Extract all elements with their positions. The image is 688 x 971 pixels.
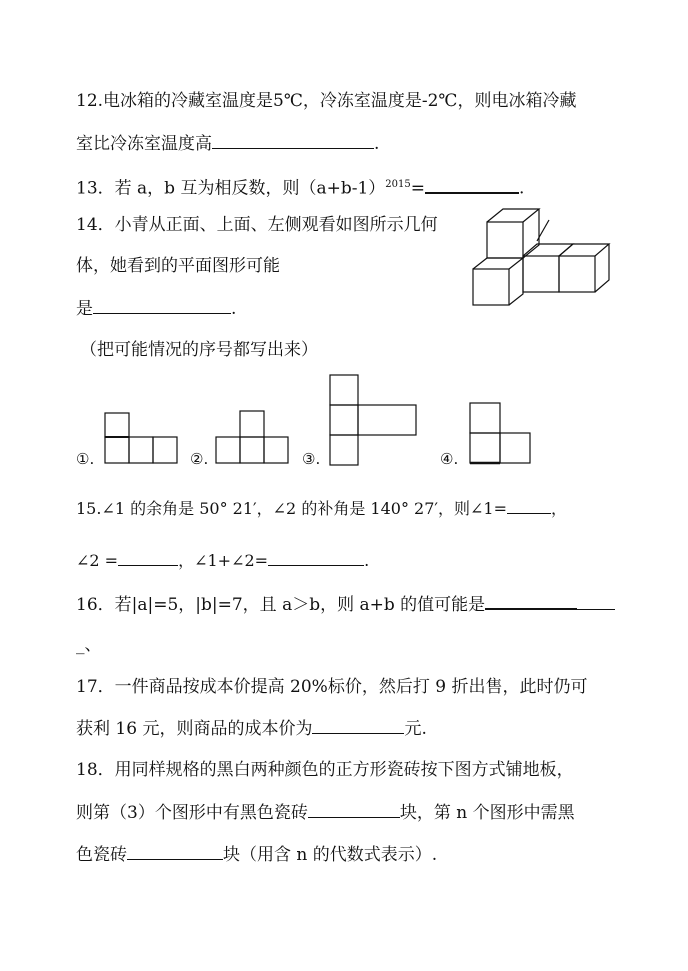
q14-option-4-figure bbox=[470, 403, 530, 463]
q18-text-1: 18．用同样规格的黑白两种颜色的正方形瓷砖按下图方式铺地板， bbox=[76, 760, 574, 780]
q13-text: 13．若 a，b 互为相反数，则（a+b-1） bbox=[76, 178, 386, 199]
q18-count-blank[interactable] bbox=[308, 801, 400, 818]
q17-line1 bbox=[76, 676, 587, 698]
q15-angle2-blank[interactable] bbox=[118, 549, 178, 566]
q14-cube-top-lid bbox=[487, 209, 539, 222]
q13-period: . bbox=[518, 178, 525, 199]
q14-cube-right-side bbox=[595, 244, 609, 292]
q15-line2 bbox=[76, 549, 369, 572]
q12-line1 bbox=[76, 90, 576, 112]
q12-text-2: 室比冷冻室温度高 bbox=[76, 134, 212, 154]
q18-line3 bbox=[76, 843, 437, 866]
q18-text-2: 则第（3）个图形中有黑色瓷砖 bbox=[76, 803, 308, 823]
q12-period: . bbox=[374, 134, 380, 154]
q17-unit: 元. bbox=[404, 719, 427, 739]
q15-sum-blank[interactable] bbox=[268, 549, 364, 566]
q14-text-1: 14．小青从正面、上面、左侧观看如图所示几何 bbox=[76, 215, 438, 235]
q14-cube-right-lid bbox=[559, 244, 609, 256]
q17-line2 bbox=[76, 717, 427, 740]
q18-line2 bbox=[76, 801, 575, 824]
q14-line4 bbox=[80, 339, 318, 361]
q16-tail: _、 bbox=[76, 635, 102, 655]
q16-line2 bbox=[76, 634, 102, 656]
q14-option-1-label: ①. bbox=[76, 450, 95, 468]
q13-exponent: 2015 bbox=[385, 179, 411, 190]
q15-text-2: ∠2 = bbox=[76, 551, 119, 570]
q16-text: 16．若|a|=5，|b|=7，且 a＞b，则 a+b 的值可能是 bbox=[76, 595, 486, 615]
q15-angle1-blank[interactable] bbox=[507, 497, 551, 514]
q14-cube-top-side bbox=[523, 209, 539, 258]
q14-answer-blank[interactable] bbox=[93, 297, 231, 314]
q14-option-2-label: ②. bbox=[190, 450, 209, 468]
q14-cube-right bbox=[559, 256, 595, 292]
q13-line bbox=[76, 174, 524, 200]
q14-option-3-figure bbox=[330, 375, 416, 465]
q18-text-4: 色瓷砖 bbox=[76, 845, 127, 865]
q17-answer-blank[interactable] bbox=[312, 717, 404, 734]
q14-cube-left-lid bbox=[473, 258, 523, 269]
q14-period: . bbox=[231, 299, 237, 319]
q14-hint: （把可能情况的序号都写出来） bbox=[80, 340, 318, 360]
q15-period: . bbox=[364, 551, 370, 570]
q14-line1 bbox=[76, 214, 438, 236]
q15-text-3: ，∠1+∠2= bbox=[178, 551, 269, 570]
q15-comma: ， bbox=[551, 499, 568, 518]
q14-option-3-label: ③. bbox=[302, 450, 321, 468]
q17-text-2: 获利 16 元，则商品的成本价为 bbox=[76, 719, 313, 739]
q17-text-1: 17．一件商品按成本价提高 20%标价，然后打 9 折出售，此时仍可 bbox=[76, 677, 588, 697]
q14-option-2-figure bbox=[216, 411, 288, 463]
q14-option-1-figure bbox=[105, 413, 177, 463]
q12-text: 12.电冰箱的冷藏室温度是5℃，冷冻室温度是-2℃，则电冰箱冷藏 bbox=[76, 91, 577, 111]
q14-option-4-label: ④. bbox=[440, 450, 459, 468]
q12-answer-blank[interactable] bbox=[212, 132, 374, 149]
q18-expression-blank[interactable] bbox=[127, 843, 223, 860]
q13-answer-blank[interactable] bbox=[425, 176, 519, 194]
q18-line1 bbox=[76, 759, 574, 781]
q14-cube-left-side bbox=[509, 258, 523, 305]
q14-text-3: 是 bbox=[76, 299, 93, 319]
q15-text-1: 15.∠1 的余角是 50° 21′，∠2 的补角是 140° 27′，则∠1= bbox=[76, 499, 508, 518]
q14-cube-left bbox=[473, 269, 509, 305]
q18-text-5: 块（用含 n 的代数式表示）. bbox=[223, 845, 438, 865]
q14-line2 bbox=[76, 255, 280, 277]
q14-cube-middle-lid bbox=[523, 244, 573, 256]
q12-line2 bbox=[76, 132, 379, 155]
q14-cube-top-front bbox=[487, 222, 523, 258]
q14-cube-middle bbox=[523, 256, 559, 292]
q16-answer-blank-extension[interactable] bbox=[577, 593, 615, 610]
q18-text-3: 块，第 n 个图形中需黑 bbox=[399, 803, 575, 823]
q14-line3 bbox=[76, 297, 236, 320]
q16-line1 bbox=[76, 592, 615, 616]
q14-text-2: 体，她看到的平面图形可能 bbox=[76, 256, 280, 276]
q13-equals: = bbox=[410, 178, 425, 199]
q16-answer-blank[interactable] bbox=[485, 592, 577, 610]
q14-view-arrow bbox=[537, 220, 549, 241]
q15-line1 bbox=[76, 497, 567, 520]
